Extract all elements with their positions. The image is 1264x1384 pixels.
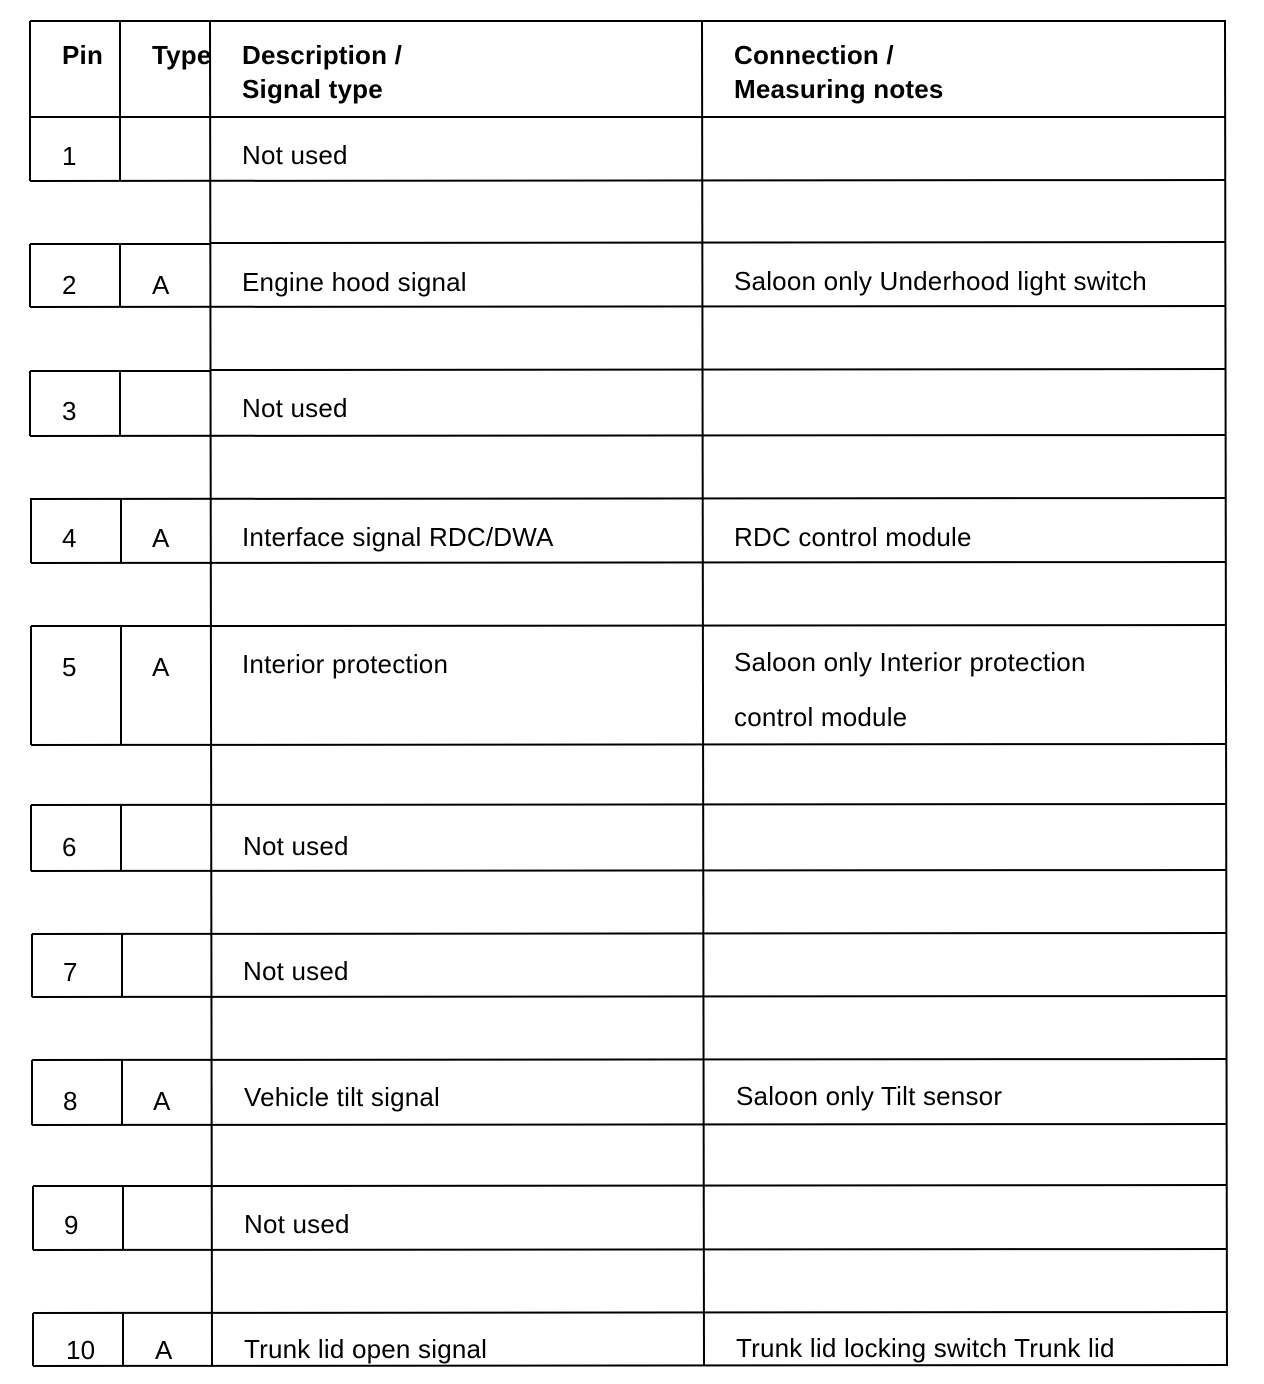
row-10-connection: Trunk lid locking switch Trunk lid [736, 1333, 1115, 1363]
row-9-pin: 9 [64, 1210, 79, 1240]
row-10-type: A [155, 1335, 173, 1365]
row-8-description: Vehicle tilt signal [244, 1082, 441, 1112]
row-2-type: A [152, 270, 170, 300]
header-description-line1: Description / [242, 40, 403, 70]
row-4-description: Interface signal RDC/DWA [242, 522, 554, 552]
row-10-pin: 10 [66, 1335, 96, 1365]
row-5-description: Interior protection [242, 649, 449, 679]
header-connection-line2: Measuring notes [734, 74, 944, 104]
row-2-connection: Saloon only Underhood light switch [734, 266, 1147, 296]
header-description-line2: Signal type [242, 74, 383, 104]
col-divider-desc-left [210, 21, 212, 1366]
row-5-type: A [152, 652, 170, 682]
row-8-connection: Saloon only Tilt sensor [736, 1081, 1003, 1111]
header-type: Type [152, 40, 212, 70]
row-1-pin: 1 [62, 141, 77, 171]
row-7-pin: 7 [63, 957, 78, 987]
row-5-connection: Saloon only Interior protection control module [734, 647, 1086, 732]
row-4-pin: 4 [62, 523, 77, 553]
table-right-border [1225, 21, 1227, 1366]
row-2-pin: 2 [62, 270, 77, 300]
row-2-description: Engine hood signal [242, 267, 467, 297]
row-1-description: Not used [242, 140, 348, 170]
row-5-pin: 5 [62, 652, 77, 682]
row-8-type: A [153, 1086, 171, 1116]
row-4-type: A [152, 523, 170, 553]
row-3-description: Not used [242, 393, 348, 423]
row-6-description: Not used [243, 831, 349, 861]
row-10-description: Trunk lid open signal [244, 1334, 488, 1364]
row-3-pin: 3 [62, 396, 77, 426]
row-4-connection: RDC control module [734, 522, 972, 552]
row-9-description: Not used [244, 1209, 350, 1239]
col-divider-conn-left [702, 21, 704, 1366]
header-connection-line1: Connection / [734, 40, 894, 70]
row-6-pin: 6 [62, 832, 77, 862]
header-pin: Pin [62, 40, 104, 70]
row-7-description: Not used [243, 956, 349, 986]
row-8-pin: 8 [63, 1086, 78, 1116]
